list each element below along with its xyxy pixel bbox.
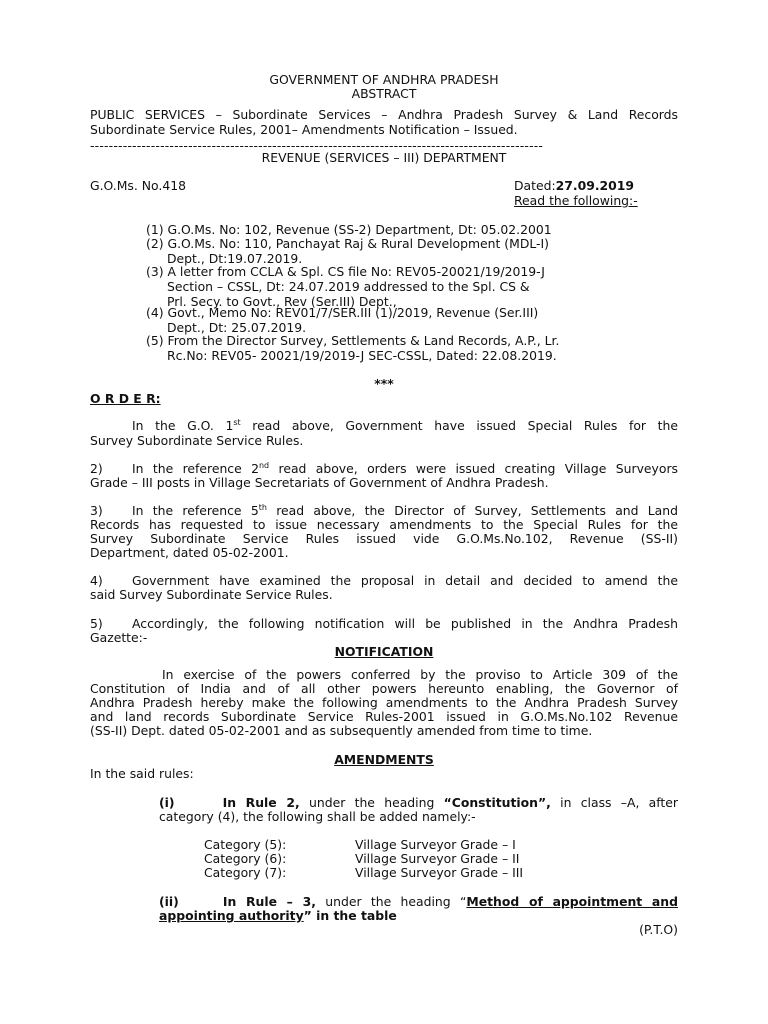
category-row: Category (5): Village Surveyor Grade – I [204, 837, 516, 852]
department-title: REVENUE (SERVICES – III) DEPARTMENT [261, 150, 507, 165]
amendment-i-line-2: category (4), the following shall be added namely:- [159, 809, 476, 824]
amendment-i-line-1: (i) In Rule 2, under the heading “Constitution”, in class –A, after [159, 795, 678, 810]
dated-value: 27.09.2019 [555, 178, 635, 193]
amendments-intro: In the said rules: [90, 766, 194, 781]
go-date [514, 178, 634, 193]
amendments-heading: AMENDMENTS [334, 752, 434, 767]
order-para-2-line-1: 2) In the reference 2nd read above, orders were issued creating Village Surveyors [90, 461, 678, 476]
order-para-4-line-1: 4) Government have examined the proposal in detail and decided to amend the [90, 573, 678, 588]
stars-separator: *** [374, 376, 394, 391]
amendment-ii-line-1: (ii) In Rule – 3, under the heading “Method of appointment and [159, 894, 678, 909]
government-title: GOVERNMENT OF ANDHRA PRADESH [269, 72, 499, 87]
reference-4: (4) Govt., Memo No: REV01/7/SER.III (1)/2019, Revenue (Ser.III) Dept., Dt: 25.07.2019. [146, 305, 539, 335]
order-para-3-line-4: Department, dated 05-02-2001. [90, 545, 289, 560]
amendment-ii-line-2: appointing authority” in the table [159, 908, 397, 923]
pto-label: (P.T.O) [639, 922, 678, 937]
go-number: G.O.Ms. No.418 [90, 178, 186, 193]
abstract-label: ABSTRACT [351, 86, 417, 101]
subject-line-2: Subordinate Service Rules, 2001– Amendments Notification – Issued. [90, 122, 518, 137]
reference-3: (3) A letter from CCLA & Spl. CS file No: REV05-20021/19/2019-J Section – CSSL, Dt: 24.07.2019 addressed to the Spl. CS & Prl. Secy. to Govt., Rev (Ser.III) Dept., [146, 264, 545, 309]
notification-line-5: (SS-II) Dept. dated 05-02-2001 and as subsequently amended from time to time. [90, 723, 593, 738]
category-row: Category (6): Village Surveyor Grade – II [204, 851, 520, 866]
order-para-5-line-2: Gazette:- [90, 630, 148, 645]
read-following: Read the following:- [514, 193, 638, 208]
reference-1: (1) G.O.Ms. No: 102, Revenue (SS-2) Department, Dt: 05.02.2001 [146, 222, 552, 237]
reference-2: (2) G.O.Ms. No: 110, Panchayat Raj & Rural Development (MDL-I) Dept., Dt:19.07.2019. [146, 236, 550, 266]
notification-line-1: In exercise of the powers conferred by the proviso to Article 309 of the [162, 667, 678, 682]
order-para-4-line-2: said Survey Subordinate Service Rules. [90, 587, 333, 602]
notification-line-4: and land records Subordinate Service Rules-2001 issued in G.O.Ms.No.102 Revenue [90, 709, 678, 724]
notification-line-3: Andhra Pradesh hereby make the following amendments to the Andhra Pradesh Survey [90, 695, 678, 710]
notification-line-2: Constitution of India and of all other powers hereunto enabling, the Governor of [90, 681, 678, 696]
order-para-1-line-1: In the G.O. 1st read above, Government have issued Special Rules for the [132, 418, 678, 433]
reference-5: (5) From the Director Survey, Settlements & Land Records, A.P., Lr. Rc.No: REV05- 20021/19/2019-J SEC-CSSL, Dated: 22.08.2019. [146, 333, 560, 363]
separator-dashes: ------------------------------------------------------------------------------------------------- [90, 138, 544, 153]
order-para-1-line-2: Survey Subordinate Service Rules. [90, 433, 304, 448]
order-para-3-line-1: 3) In the reference 5th read above, the Director of Survey, Settlements and Land [90, 503, 678, 518]
order-para-3-line-3: Survey Subordinate Service Rules issued vide G.O.Ms.No.102, Revenue (SS-II) [90, 531, 678, 546]
order-para-3-line-2: Records has requested to issue necessary amendments to the Special Rules for the [90, 517, 678, 532]
order-heading: O R D E R: [90, 391, 161, 406]
order-para-2-line-2: Grade – III posts in Village Secretariats of Government of Andhra Pradesh. [90, 475, 549, 490]
subject-line-1: PUBLIC SERVICES – Subordinate Services – Andhra Pradesh Survey & Land Records [90, 107, 678, 122]
notification-heading: NOTIFICATION [334, 644, 434, 659]
order-para-5-line-1: 5) Accordingly, the following notification will be published in the Andhra Pradesh [90, 616, 678, 631]
category-row: Category (7): Village Surveyor Grade – III [204, 865, 524, 880]
dated-label: Dated: [514, 178, 556, 193]
